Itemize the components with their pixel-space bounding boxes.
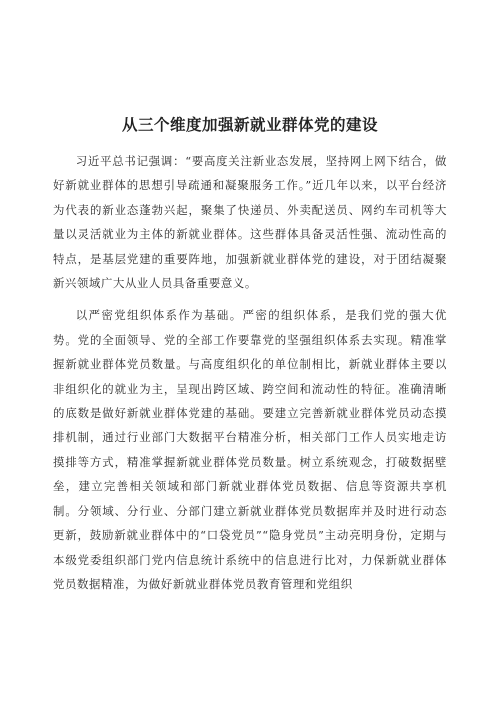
paragraph-organization: 以严密党组织体系作为基础。严密的组织体系，是我们党的强大优势。党的全面领导、党的全部工作要靠党的坚强组织体系去实现。精准掌握新就业群体党员数量。与高度组织化的单位制相比，新就业群体主要以非组织化的就业为主，呈现出跨区域、跨空间和流动性的特征。准确清晰的底数是做好新就业群体党建的基础。要建立完善新就业群体党员动态摸排机制，通过行业部门大数据平台精准分析，相关部门工作人员实地走访摸排等方式，精准掌握新就业群体党员数量。树立系统观念，打破数据壁垒，建立完善相关领域和部门新就业群体党员数据、信息等资源共享机制。分领域、分行业、分部门建立新就业群体党员数据库并及时进行动态更新，鼓励新就业群体中的“口袋党员”“隐身党员”主动亮明身份，定期与本级党委组织部门党内信息统计系统中的信息进行比对，力保新就业群体党员数据精准，为做好新就业群体党员教育管理和党组织 [53, 308, 447, 591]
paragraph-intro: 习近平总书记强调：“要高度关注新业态发展，坚持网上网下结合，做好新就业群体的思想引导疏通和凝聚服务工作。”近几年以来，以平台经济为代表的新业态蓬勃兴起，聚集了快递员、外卖配送员、网约车司机等大量以灵活就业为主体的新就业群体。这些群体具备灵活性强、流动性高的特点，是基层党建的重要阵地，加强新就业群体党的建设，对于团结凝聚新兴领域广大从业人员具备重要意义。 [53, 154, 447, 291]
document-title: 从三个维度加强新就业群体党的建设 [121, 116, 378, 134]
